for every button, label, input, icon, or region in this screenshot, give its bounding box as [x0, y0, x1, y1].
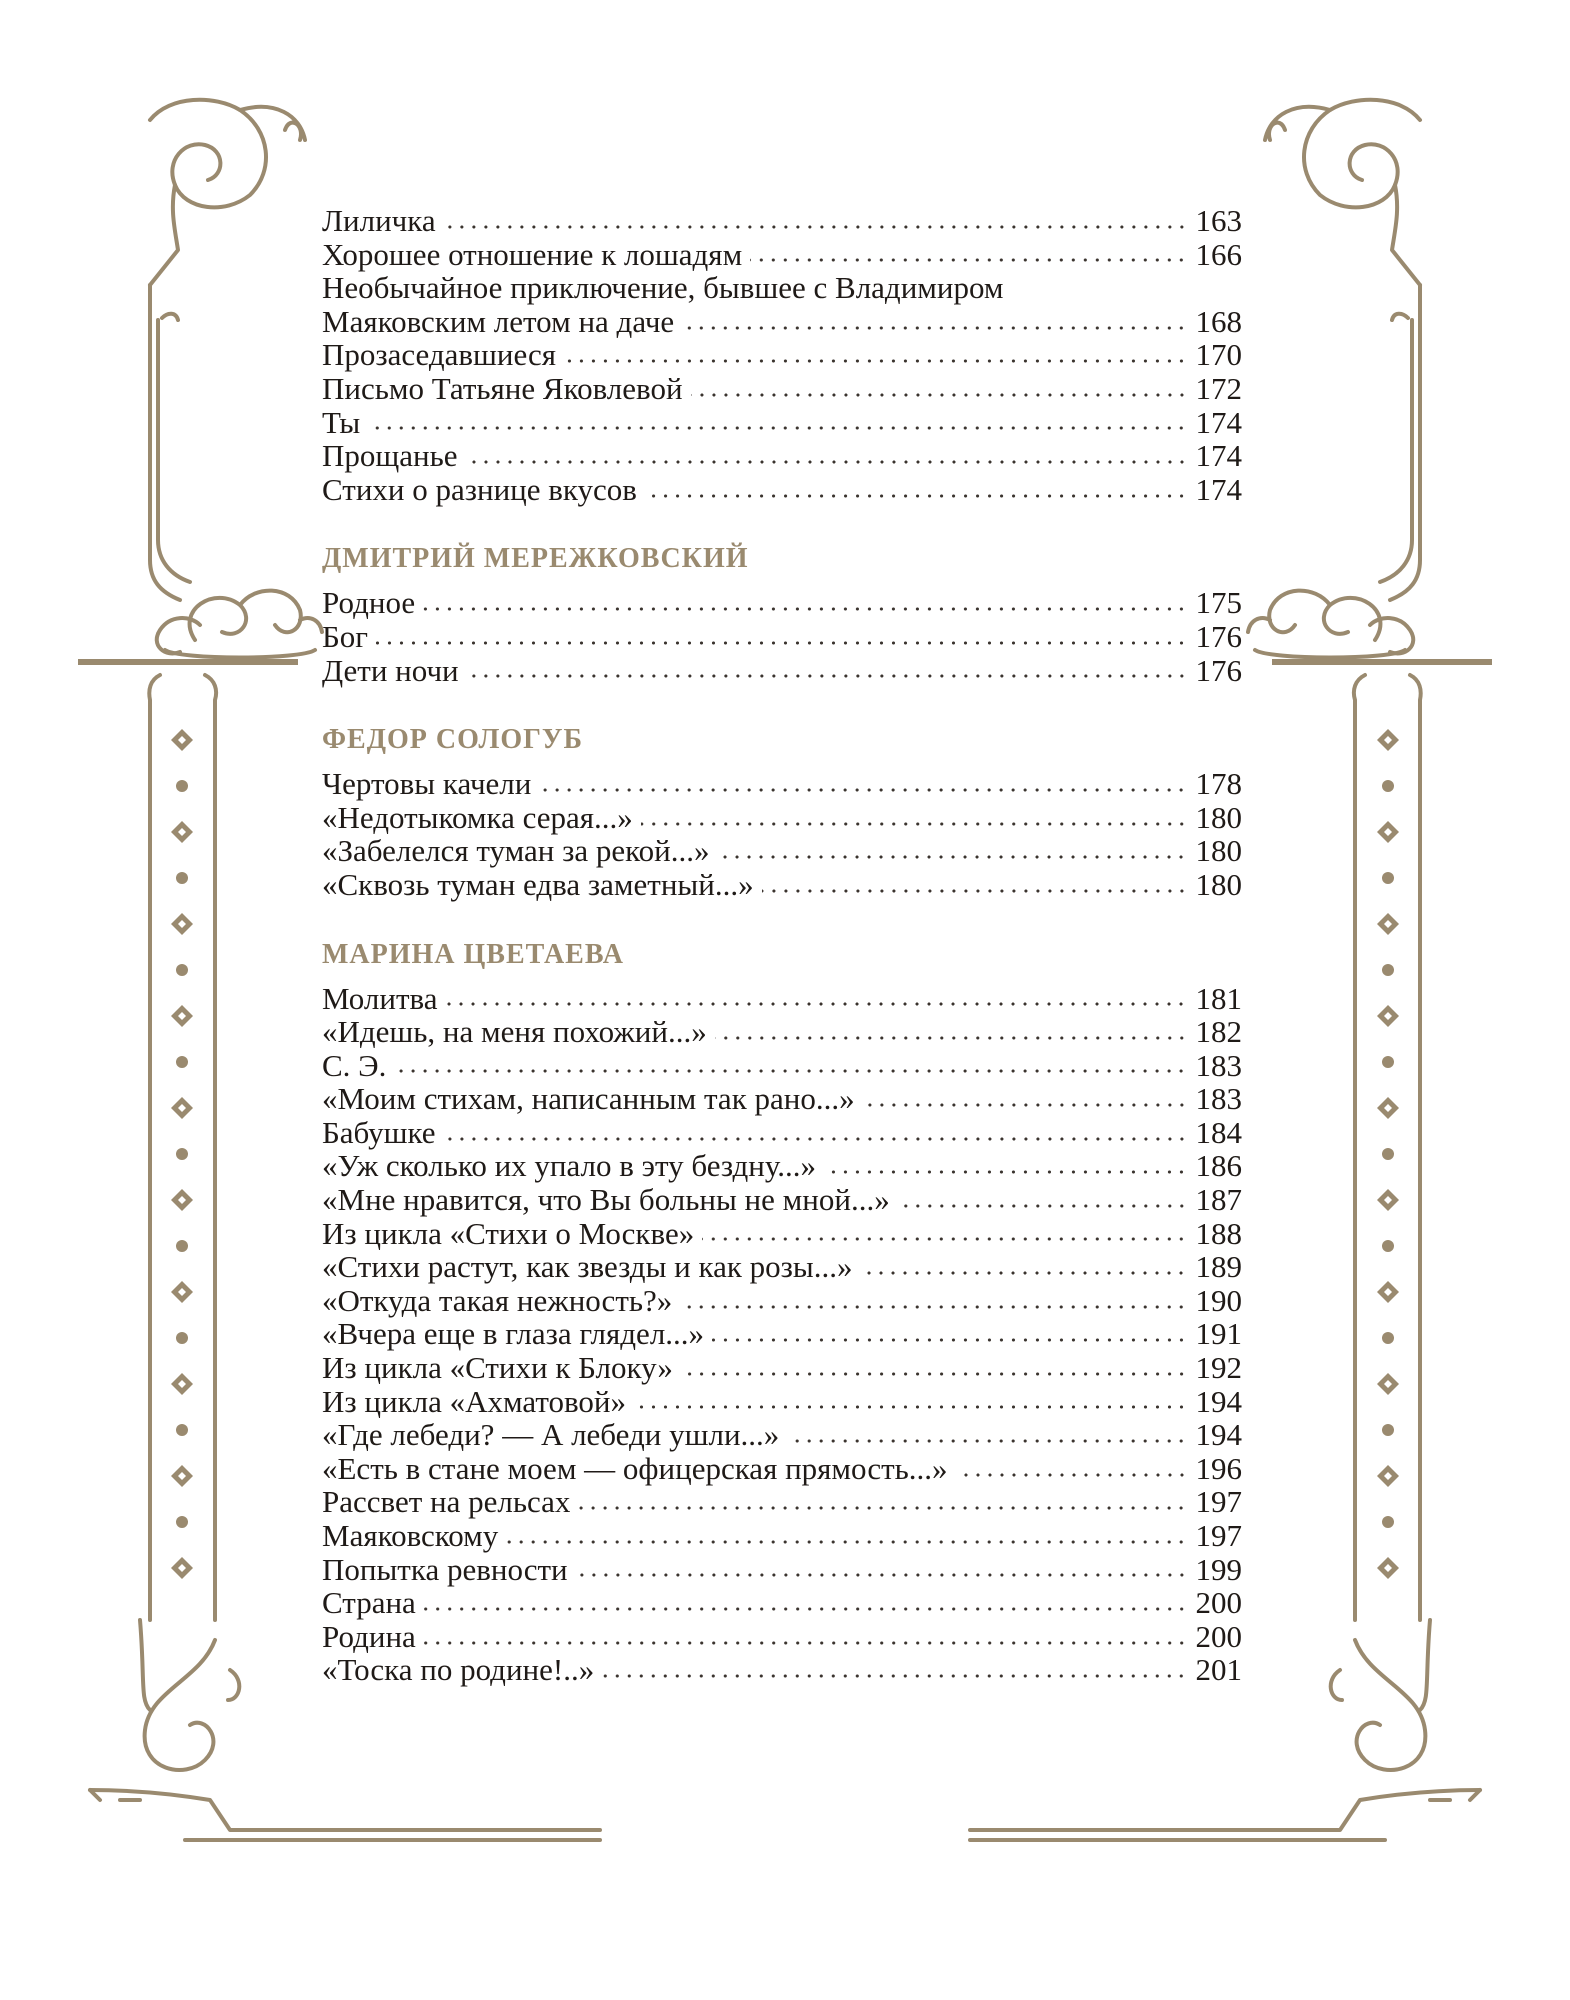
toc-entry-title: Необычайное приключение, бывшее с Владимиром	[322, 270, 1004, 306]
toc-entry-page: 175	[1195, 585, 1242, 621]
toc-entry-page: 183	[1195, 1081, 1242, 1117]
toc-entry-title: Из цикла «Стихи о Москве»	[322, 1215, 695, 1251]
right-architrave	[1272, 659, 1492, 665]
column-dot-ornament	[1382, 964, 1394, 976]
left-architrave	[78, 659, 298, 665]
table-of-contents	[322, 204, 1242, 1687]
toc-entry[interactable]	[322, 406, 1242, 440]
dot-leader	[715, 1034, 1188, 1042]
toc-entry-title: Прощанье	[322, 438, 458, 474]
column-diamond-ornament	[171, 913, 193, 935]
dot-leader	[717, 853, 1187, 861]
toc-entry[interactable]	[322, 767, 1242, 801]
toc-entry-page: 174	[1195, 438, 1242, 474]
right-top-scroll-ornament	[1265, 100, 1420, 600]
column-diamond-ornament	[1377, 1189, 1399, 1211]
toc-entry-title: «Забелелся туман за рекой...»	[322, 833, 710, 869]
toc-entry[interactable]	[322, 338, 1242, 372]
toc-entry[interactable]	[322, 1485, 1242, 1519]
toc-entry-title: «Мне нравится, что Вы больны не мной...»	[322, 1182, 890, 1218]
toc-entry[interactable]	[322, 982, 1242, 1016]
dot-leader	[750, 256, 1187, 264]
dot-leader	[424, 1639, 1188, 1647]
column-dot-ornament	[176, 1424, 188, 1436]
dot-leader	[634, 1403, 1187, 1411]
toc-entry-title: Рассвет на рельсах	[322, 1484, 571, 1520]
toc-entry-title: Молитва	[322, 980, 438, 1016]
dot-leader	[506, 1538, 1187, 1546]
toc-entry-title: Родное	[322, 585, 416, 621]
toc-entry-title: Хорошее отношение к лошадям	[322, 236, 743, 272]
dot-leader	[576, 1571, 1188, 1579]
toc-entry-title: Лиличка	[322, 203, 436, 238]
dot-leader	[682, 324, 1187, 332]
column-dot-ornament	[176, 1240, 188, 1252]
toc-entry-title: «Тоска по родине!..»	[322, 1652, 595, 1688]
toc-entry[interactable]	[322, 1250, 1242, 1284]
toc-entry-page: 196	[1195, 1450, 1242, 1486]
toc-entry-title: Чертовы качели	[322, 766, 532, 802]
dot-leader	[564, 357, 1187, 365]
toc-entry[interactable]	[322, 1015, 1242, 1049]
dot-leader	[691, 391, 1188, 399]
toc-entry[interactable]	[322, 1620, 1242, 1654]
toc-entry-title: Из цикла «Ахматовой»	[322, 1383, 627, 1419]
toc-entry-page: 190	[1195, 1282, 1242, 1318]
toc-entry[interactable]	[322, 372, 1242, 406]
column-diamond-ornament	[171, 1005, 193, 1027]
toc-entry-title: «Вчера еще в глаза глядел...»	[322, 1316, 705, 1352]
toc-entry-page: 174	[1195, 471, 1242, 507]
dot-leader	[424, 1605, 1188, 1613]
dot-leader	[824, 1168, 1187, 1176]
toc-entry[interactable]	[322, 586, 1242, 620]
toc-entry-title: Страна	[322, 1585, 416, 1621]
toc-entry-title: Из цикла «Стихи к Блоку»	[322, 1350, 673, 1386]
toc-entry-title: Письмо Татьяне Яковлевой	[322, 370, 683, 406]
dot-leader	[394, 1067, 1187, 1075]
dot-leader	[444, 1135, 1188, 1143]
author-heading: ФЕДОР СОЛОГУБ	[322, 724, 583, 756]
dot-leader	[376, 639, 1187, 647]
toc-entry[interactable]	[322, 1385, 1242, 1419]
column-diamond-ornament	[1377, 1465, 1399, 1487]
toc-entry-page: 168	[1195, 303, 1242, 339]
toc-entry-title: Бог	[322, 618, 369, 654]
dot-leader	[602, 1672, 1187, 1680]
column-diamond-ornament	[1377, 821, 1399, 843]
column-dot-ornament	[1382, 1148, 1394, 1160]
toc-entry[interactable]	[322, 305, 1242, 339]
column-dot-ornament	[1382, 1332, 1394, 1344]
toc-entry-page: 174	[1195, 404, 1242, 440]
toc-entry[interactable]	[322, 834, 1242, 868]
toc-entry-page: 184	[1195, 1114, 1242, 1150]
toc-entry-title: «Идешь, на меня похожий...»	[322, 1014, 707, 1050]
dot-leader	[787, 1437, 1187, 1445]
author-heading: ДМИТРИЙ МЕРЕЖКОВСКИЙ	[322, 543, 749, 575]
dot-leader	[860, 1269, 1187, 1277]
column-dot-ornament	[1382, 780, 1394, 792]
toc-entry[interactable]	[322, 1418, 1242, 1452]
toc-entry[interactable]	[322, 1082, 1242, 1116]
column-dot-ornament	[176, 1148, 188, 1160]
column-diamond-ornament	[171, 821, 193, 843]
toc-entry-title: Бабушке	[322, 1114, 436, 1150]
column-diamond-ornament	[171, 729, 193, 751]
toc-entry-page: 200	[1195, 1585, 1242, 1621]
toc-entry[interactable]	[322, 868, 1242, 902]
toc-entry[interactable]	[322, 801, 1242, 835]
toc-entry-page: 180	[1195, 866, 1242, 902]
toc-entry-title: «Уж сколько их упало в эту бездну...»	[322, 1148, 817, 1184]
toc-entry[interactable]	[322, 271, 1242, 305]
column-diamond-ornament	[171, 1465, 193, 1487]
column-dot-ornament	[176, 1332, 188, 1344]
dot-leader	[467, 672, 1188, 680]
toc-entry-page: 170	[1195, 337, 1242, 373]
dot-leader	[702, 1235, 1187, 1243]
dot-leader	[423, 605, 1187, 613]
toc-entry-page: 182	[1195, 1014, 1242, 1050]
toc-section-merezhkovsky	[322, 536, 1242, 687]
toc-entry[interactable]	[322, 1351, 1242, 1385]
toc-entry-page: 194	[1195, 1417, 1242, 1453]
toc-entry-page: 181	[1195, 980, 1242, 1016]
toc-entry[interactable]	[322, 204, 1242, 238]
dot-leader	[645, 492, 1188, 500]
column-diamond-ornament	[1377, 1005, 1399, 1027]
toc-entry[interactable]	[322, 1653, 1242, 1687]
author-heading: МАРИНА ЦВЕТАЕВА	[322, 938, 624, 970]
column-dot-ornament	[176, 780, 188, 792]
toc-entry-page: 194	[1195, 1383, 1242, 1419]
toc-entry-page: 176	[1195, 618, 1242, 654]
column-diamond-ornament	[171, 1557, 193, 1579]
dot-leader	[578, 1504, 1187, 1512]
toc-entry-title: «Есть в стане моем — офицерская прямость...»	[322, 1450, 948, 1486]
toc-entry-title: «Стихи растут, как звезды и как розы...»	[322, 1249, 853, 1285]
dot-leader	[863, 1101, 1188, 1109]
column-diamond-ornament	[1377, 729, 1399, 751]
dot-leader	[681, 1370, 1188, 1378]
toc-entry-page: 199	[1195, 1551, 1242, 1587]
toc-section-tsvetaeva	[322, 932, 1242, 1687]
toc-entry[interactable]	[322, 1317, 1242, 1351]
toc-entry[interactable]	[322, 473, 1242, 507]
column-diamond-ornament	[1377, 1281, 1399, 1303]
toc-entry-page: 187	[1195, 1182, 1242, 1218]
dot-leader	[956, 1471, 1188, 1479]
toc-section-sologub	[322, 717, 1242, 901]
column-dot-ornament	[1382, 1424, 1394, 1436]
column-dot-ornament	[1382, 872, 1394, 884]
toc-entry[interactable]	[322, 1149, 1242, 1183]
column-dot-ornament	[176, 872, 188, 884]
toc-entry-title: С. Э.	[322, 1047, 387, 1083]
column-dot-ornament	[176, 1056, 188, 1068]
column-dot-ornament	[1382, 1516, 1394, 1528]
toc-entry-page: 176	[1195, 652, 1242, 688]
column-diamond-ornament	[171, 1281, 193, 1303]
toc-entry-title: «Моим стихам, написанным так рано...»	[322, 1081, 855, 1117]
dot-leader	[680, 1303, 1187, 1311]
toc-entry[interactable]	[322, 1116, 1242, 1150]
toc-entry[interactable]	[322, 1284, 1242, 1318]
toc-entry-page: 197	[1195, 1484, 1242, 1520]
toc-entry[interactable]	[322, 1452, 1242, 1486]
column-diamond-ornament	[171, 1189, 193, 1211]
toc-entry-page: 186	[1195, 1148, 1242, 1184]
toc-entry-title: Прозаседавшиеся	[322, 337, 557, 373]
toc-entry-page: 189	[1195, 1249, 1242, 1285]
toc-entry[interactable]	[322, 1586, 1242, 1620]
dot-leader	[762, 887, 1188, 895]
toc-entry-page: 178	[1195, 766, 1242, 802]
column-diamond-ornament	[171, 1373, 193, 1395]
toc-entry-page: 192	[1195, 1350, 1242, 1386]
toc-entry-page: 191	[1195, 1316, 1242, 1352]
toc-entry[interactable]	[322, 1049, 1242, 1083]
dot-leader	[466, 458, 1188, 466]
toc-entry-title: Дети ночи	[322, 652, 459, 688]
left-top-scroll-ornament	[150, 100, 305, 600]
toc-entry-title: «Недотыкомка серая...»	[322, 799, 633, 835]
toc-entry-title: «Где лебеди? — А лебеди ушли...»	[322, 1417, 780, 1453]
toc-entry-page: 200	[1195, 1618, 1242, 1654]
toc-entry-title: Стихи о разнице вкусов	[322, 471, 637, 507]
toc-entry[interactable]	[322, 1183, 1242, 1217]
toc-entry-page: 172	[1195, 370, 1242, 406]
toc-entry-title: Попытка ревности	[322, 1551, 568, 1587]
dot-leader	[444, 223, 1188, 231]
toc-entry-page: 180	[1195, 799, 1242, 835]
column-diamond-ornament	[1377, 1373, 1399, 1395]
toc-entry-page: 201	[1195, 1652, 1242, 1688]
toc-entry[interactable]	[322, 1553, 1242, 1587]
dot-leader	[539, 786, 1187, 794]
dot-leader	[712, 1336, 1187, 1344]
column-dot-ornament	[176, 964, 188, 976]
toc-entry-title: «Откуда такая нежность?»	[322, 1282, 673, 1318]
toc-entry[interactable]	[322, 654, 1242, 688]
toc-entry-title: «Сквозь туман едва заметный...»	[322, 866, 754, 902]
dot-leader	[641, 820, 1188, 828]
dot-leader	[445, 1000, 1187, 1008]
column-dot-ornament	[1382, 1240, 1394, 1252]
column-diamond-ornament	[1377, 1097, 1399, 1119]
toc-entry-page: 163	[1195, 203, 1242, 238]
column-diamond-ornament	[171, 1097, 193, 1119]
column-dot-ornament	[1382, 1056, 1394, 1068]
toc-entry[interactable]	[322, 620, 1242, 654]
toc-entry-page: 180	[1195, 833, 1242, 869]
column-diamond-ornament	[1377, 913, 1399, 935]
toc-entry[interactable]	[322, 439, 1242, 473]
toc-entry-title: Родина	[322, 1618, 416, 1654]
toc-entry-page: 197	[1195, 1518, 1242, 1553]
dot-leader	[898, 1202, 1188, 1210]
toc-entry-title: Ты	[322, 404, 361, 440]
toc-section-mayakovsky	[322, 204, 1242, 506]
column-diamond-ornament	[1377, 1557, 1399, 1579]
toc-entry[interactable]	[322, 1217, 1242, 1251]
dot-leader	[368, 424, 1187, 432]
column-dot-ornament	[176, 1516, 188, 1528]
toc-entry-page: 166	[1195, 236, 1242, 272]
toc-entry-page: 188	[1195, 1215, 1242, 1251]
toc-entry-page: 183	[1195, 1047, 1242, 1083]
toc-entry[interactable]	[322, 238, 1242, 272]
toc-entry-title: Маяковским летом на даче	[322, 303, 675, 339]
toc-entry[interactable]	[322, 1519, 1242, 1553]
toc-entry-title: Маяковскому	[322, 1518, 499, 1553]
